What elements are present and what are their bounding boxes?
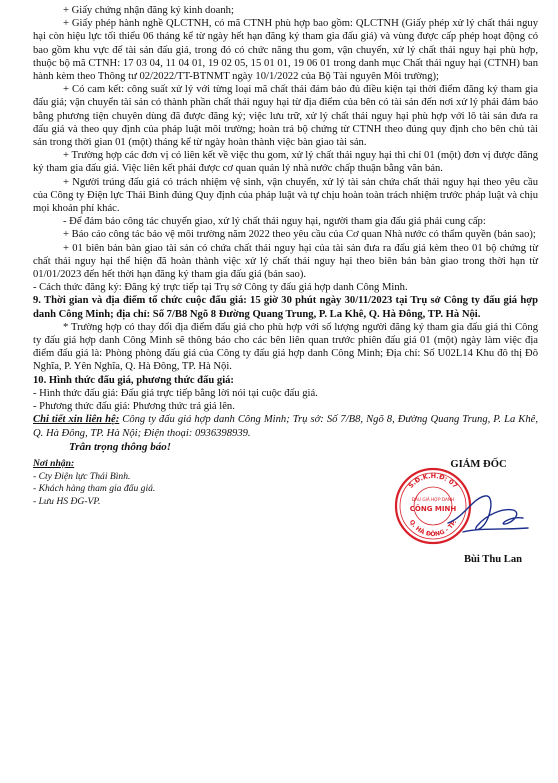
paragraph-location-change: * Trường hợp có thay đổi địa điểm đấu giá cho phù hợp với số lượng người đăng ký tham gia đấu giá thì Công ty đấu giá hợp danh Công Minh sẽ thông báo cho các bên liên quan trước phiên đấu giá 01 (một) ngày làm việc địa điểm đấu giá là: Phòng phòng đấu giá của Công ty đấu giá hợp danh Công Minh; Địa chỉ: Số U02L14 Khu đô thị Đô Nghĩa, P. Yên Nghĩa, Q. Hà Đông, TP. Hà Nội. <box>33 321 538 373</box>
signature-block <box>373 458 548 565</box>
recipient-item: - Cty Điện lực Thái Bình. <box>33 470 131 482</box>
contact-text: Công ty đấu giá hợp danh Công Minh; Trụ sở: Số 7/B8, Ngõ 8, Đường Quang Trung, P. La Khê, Q. Hà Đông, TP. Hà Nội; Điện thoại: 0936398939. <box>33 414 538 439</box>
paragraph-auction-method: - Phương thức đấu giá: Phương thức trả giá lên. <box>33 401 235 413</box>
section-9-time-place: 9. Thời gian và địa điểm tổ chức cuộc đấu giá: 15 giờ 30 phút ngày 30/11/2023 tại Trụ sở Công ty đấu giá hợp danh Công Minh; địa chỉ: Số 7/B8 Ngõ 8 Đường Quang Trung, P. La Khê, Q. Hà Đông, TP. Hà Nội. <box>33 295 538 320</box>
paragraph-business-license: + Giấy chứng nhận đăng ký kinh doanh; <box>63 5 234 16</box>
paragraph-winner-responsibility: + Người trúng đấu giá có trách nhiệm vệ sinh, vận chuyển, xử lý tài sản chứa chất thải nguy hại theo yêu cầu của Công ty Điện lực Thái Bình đúng Quy định của pháp luật và tự chịu hoàn toàn trách nhiệm trước pháp luật và chịu mọi khoản phí khác. <box>33 176 538 215</box>
paragraph-joint-units: + Trường hợp các đơn vị có liên kết về việc thu gom, xử lý chất thải nguy hại thì chỉ 01 (một) đơn vị được đăng ký tham gia đấu giá. Việc liên kết phải được cơ quan quản lý nhà nước chấp thuận bằng văn bản. <box>33 150 538 175</box>
recipients-block <box>33 458 155 508</box>
recipient-item: - Khách hàng tham gia đấu giá. <box>33 483 156 495</box>
paragraph-auction-form: - Hình thức đấu giá: Đấu giá trực tiếp bằng lời nói tại cuộc đấu giá. <box>33 387 318 399</box>
paragraph-environment-report: + Báo cáo công tác bảo vệ môi trường năm 2022 theo yêu cầu của Cơ quan Nhà nước có thẩm quyền (bản sao); <box>63 229 536 241</box>
paragraph-handover-record: + 01 biên bản bàn giao tài sản có chứa chất thải nguy hại của tài sản đưa ra đấu giá kèm theo 01 bộ chứng từ chất thải nguy hại thể hiện đã hoàn thành việc xử lý chất thải nguy hại theo biên bản bàn giao trong thời hạn từ 01/01/2023 đến hết thời hạn đăng ký tham gia đấu giá (bản sao). <box>33 242 538 281</box>
contact-label: Chi tiết xin liên hệ: <box>33 414 120 426</box>
closing-thanks: Trân trọng thông báo! <box>69 440 171 453</box>
paragraph-waste-permit: + Giấy phép hành nghề QLCTNH, có mã CTNH phù hợp bao gồm: QLCTNH (Giấy phép xử lý chất thải nguy hại còn hiệu lực tối thiểu 06 tháng kể từ ngày hết hạn đăng ký tham gia đấu giá) và vùng được cấp phép hoạt động có bao gồm khu vực để tài sản đấu giá, trong đó có chức năng thu gom, vận chuyển, xử lý chất thải nguy hại phù hợp, thuộc bộ mã CTNH: 17 03 04, 11 04 01, 19 02 05, 15 01 01, 19 06 01 trong danh mục Chất thải nguy hại (CTNH) ban hành kèm theo Thông tư 02/2022/TT-BTNMT ngày 10/1/2022 của Bộ Tài nguyên Môi trường); <box>33 18 538 83</box>
section-10-heading: 10. Hình thức đấu giá, phương thức đấu giá: <box>33 374 234 386</box>
contact-info <box>33 413 538 439</box>
signer-role: GIÁM ĐỐC <box>450 458 507 470</box>
document-footer <box>33 458 538 568</box>
seal-bottom-text: Q. HÀ ĐÔNG - TP. <box>407 518 459 538</box>
paragraph-registration-method: - Cách thức đăng ký: Đăng ký trực tiếp tại Trụ sở Công ty đấu giá hợp danh Công Minh. <box>33 282 408 294</box>
seal-middle-text: ĐẤU GIÁ HỢP DANH <box>411 496 455 502</box>
recipient-item: - Lưu HS ĐG-VP. <box>33 495 101 507</box>
recipients-title: Nơi nhận: <box>33 457 75 469</box>
handwritten-signature <box>443 488 533 543</box>
paragraph-documents-required: - Để đảm bảo công tác chuyển giao, xử lý chất thải nguy hại, người tham gia đấu giá phải cung cấp: <box>63 216 486 228</box>
signer-name: Bùi Thu Lan <box>463 553 523 565</box>
seal-top-text: S.Đ.K.H.Đ: 07 <box>406 471 460 490</box>
paragraph-commitment: + Có cam kết: công suất xử lý với từng loại mã chất thải đảm bảo đủ điều kiện tại thời điểm đăng ký tham gia đấu giá; vận chuyển tài sản có thành phần chất thải nguy hại từ địa điểm của bên có tài sản đến nơi xử lý phải đảm bảo bằng phương tiện chuyên dùng đã được đăng ký; việc lưu trữ, xử lý chất thải nguy hại phù hợp với lô tài sản đưa ra đấu giá và theo quy định của pháp luật môi trường; hoàn trả bộ chứng từ CTNH theo đúng quy định cho bên chủ tài sản trong thời gian 01 (một) tháng kể từ ngày hoàn thành việc bàn giao tài sản. <box>33 84 538 149</box>
seal-company-name: CÔNG MINH <box>409 504 457 513</box>
